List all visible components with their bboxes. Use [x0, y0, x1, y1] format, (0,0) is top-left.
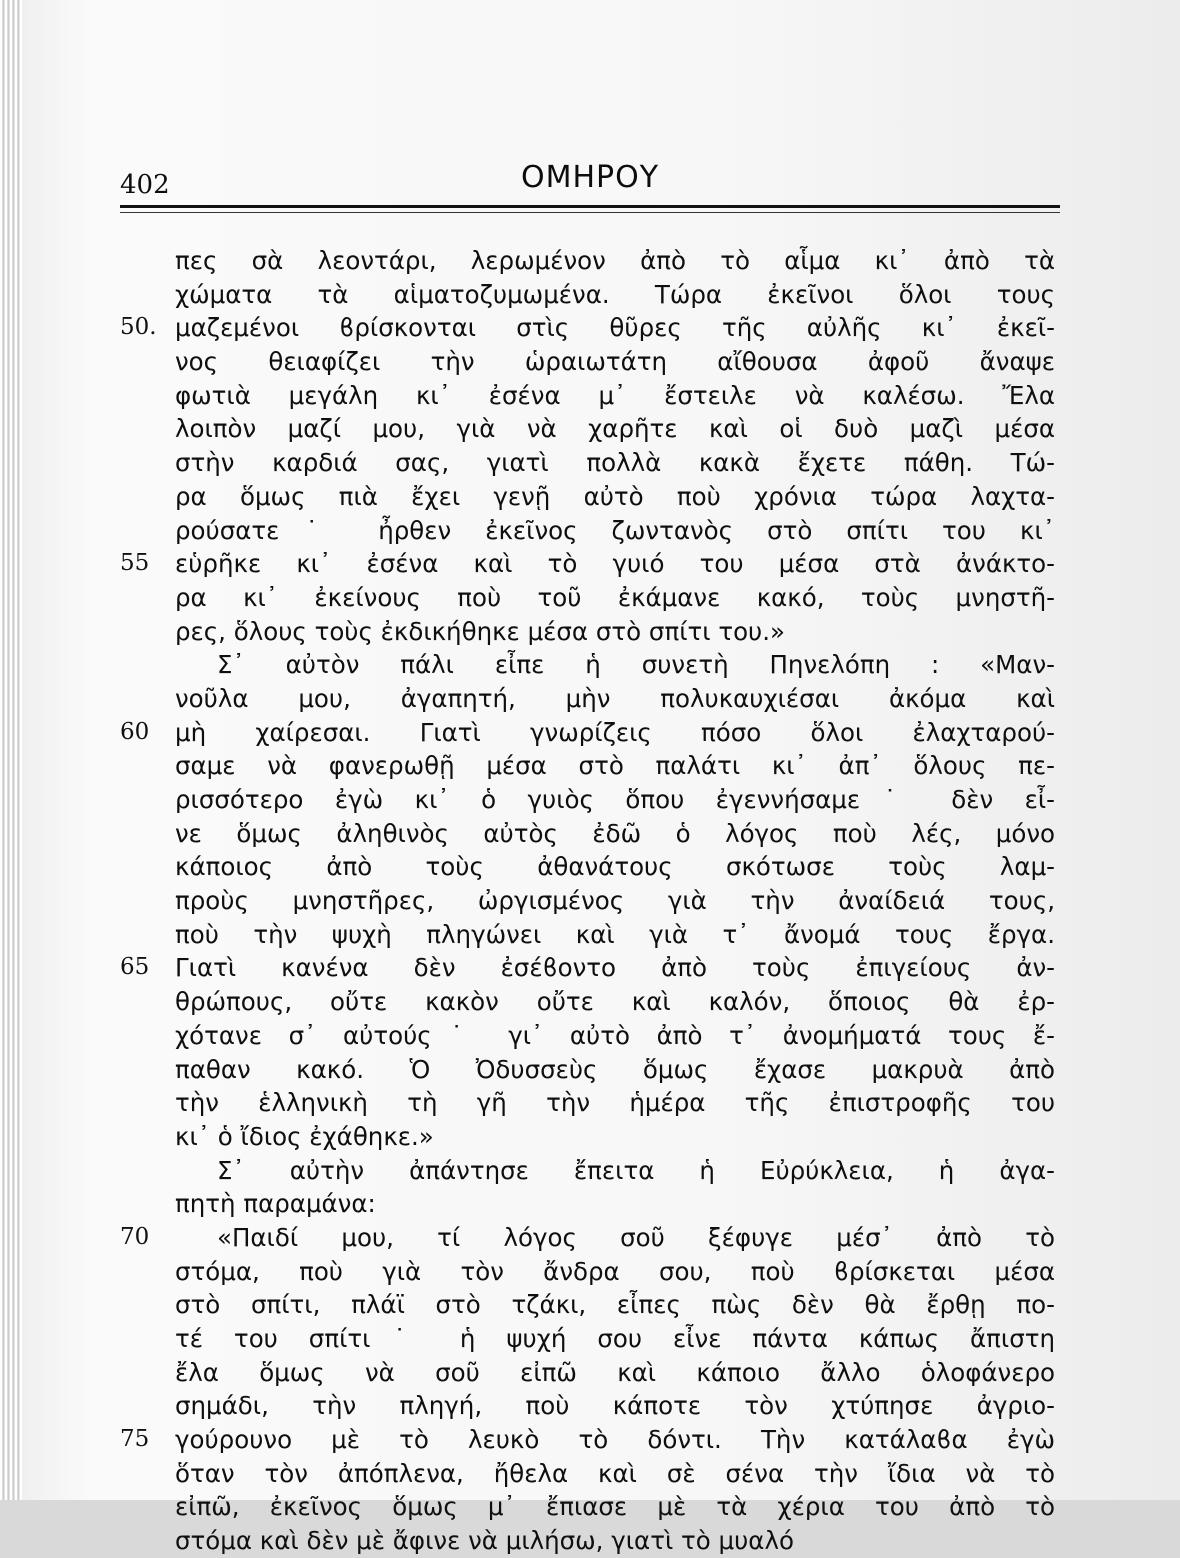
text-line	[120, 884, 1055, 918]
text-line	[120, 817, 1055, 851]
line-text: γούρουνο μὲ τὸ λευκὸ τὸ δόντι. Τὴν κατάλαϐα ἐγὼ	[175, 1425, 1055, 1455]
text-line	[120, 446, 1055, 480]
text-line	[120, 1120, 1055, 1154]
line-text: νος θειαφίζει τὴν ὡραιωτάτη αἴθουσα ἀφοῦ ἄναψε	[175, 347, 1055, 377]
line-text: πητὴ παραμάνα:	[175, 1189, 376, 1219]
text-body	[120, 244, 1055, 1558]
line-text: στόμα, ποὺ γιὰ τὸν ἄνδρα σου, ποὺ ϐρίσκεται μέσα	[175, 1256, 1055, 1286]
line-text: σαμε νὰ φανερωθῇ μέσα στὸ παλάτι κι᾿ ἀπ᾿ ὅλους πε-	[175, 751, 1055, 781]
text-line	[120, 244, 1055, 278]
line-text: κι᾿ ὁ ἴδιος ἐχάθηκε.»	[175, 1121, 434, 1151]
line-number: 70	[120, 1223, 150, 1250]
text-line	[120, 951, 1055, 985]
header-rule	[120, 205, 1060, 208]
line-text: ρα ὅμως πιὰ ἔχει γενῇ αὐτὸ ποὺ χρόνια τώρα λαχτα-	[175, 481, 1055, 511]
text-line	[120, 1524, 1055, 1558]
line-text: σημάδι, τὴν πληγή, ποὺ κάποτε τὸν χτύπησε ἀγριο-	[175, 1391, 1055, 1421]
line-text: τὴν ἑλληνικὴ τὴ γῆ τὴν ἡμέρα τῆς ἐπιστροφῆς του	[175, 1088, 1055, 1118]
text-line	[120, 311, 1055, 345]
text-line	[120, 514, 1055, 548]
text-line	[120, 850, 1055, 884]
line-text: ρούσατε˙ ἦρθεν ἐκεῖνος ζωντανὸς στὸ σπίτι του κι᾿	[175, 515, 1055, 545]
line-text: ρες, ὅλους τοὺς ἐκδικήθηκε μέσα στὸ σπίτι του.»	[175, 616, 786, 646]
line-text: Σ᾿ αὐτὴν ἀπάντησε ἔπειτα ἡ Εὐρύκλεια, ἡ ἀγα-	[217, 1155, 1055, 1185]
text-line	[120, 1490, 1055, 1524]
line-text: στόμα καὶ δὲν μὲ ἄφινε νὰ μιλήσω, γιατὶ τὸ μυαλό	[175, 1526, 794, 1556]
line-text: ἔλα ὅμως νὰ σοῦ εἰπῶ καὶ κάποιο ἄλλο ὁλοφάνερο	[175, 1357, 1055, 1387]
text-line	[120, 547, 1055, 581]
line-text: τέ του σπίτι˙ ἡ ψυχή σου εἶνε πάντα κάπως ἄπιστη	[175, 1324, 1055, 1353]
text-line	[120, 1019, 1055, 1053]
line-number: 55	[120, 550, 150, 577]
text-line	[120, 480, 1055, 514]
line-text: μὴ χαίρεσαι. Γιατὶ γνωρίζεις πόσο ὅλοι ἐλαχταρού-	[175, 717, 1055, 747]
text-line	[120, 1255, 1055, 1289]
line-text: «Παιδί μου, τί λόγος σοῦ ξέφυγε μέσ᾿ ἀπὸ τὸ	[217, 1222, 1055, 1252]
text-line	[120, 918, 1055, 952]
line-text: στὸ σπίτι, πλάϊ στὸ τζάκι, εἶπες πὼς δὲν θὰ ἔρθῃ πο-	[175, 1290, 1055, 1320]
text-line	[120, 1322, 1055, 1356]
text-line	[120, 648, 1055, 682]
line-text: νε ὅμως ἀληθινὸς αὐτὸς ἐδῶ ὁ λόγος ποὺ λές, μόνο	[175, 818, 1055, 848]
line-text: λοιπὸν μαζί μου, γιὰ νὰ χαρῆτε καὶ οἱ δυὸ μαζὶ μέσα	[175, 414, 1055, 444]
line-text: κάποιος ἀπὸ τοὺς ἀθανάτους σκότωσε τοὺς λαμ-	[175, 852, 1055, 882]
line-number: 75	[120, 1426, 150, 1453]
running-title: ΟΜΗΡΟΥ	[520, 160, 660, 195]
text-line	[120, 615, 1055, 649]
line-text: μαζεμένοι ϐρίσκονται στὶς θῦρες τῆς αὐλῆς κι᾿ ἐκεῖ-	[175, 313, 1055, 343]
text-line	[120, 278, 1055, 312]
text-line	[120, 1086, 1055, 1120]
text-line	[120, 1221, 1055, 1255]
text-line	[120, 412, 1055, 446]
header-rule-thin	[120, 212, 1060, 213]
line-text: στὴν καρδιά σας, γιατὶ πολλὰ κακὰ ἔχετε πάθη. Τώ-	[175, 448, 1055, 478]
text-line	[120, 1457, 1055, 1491]
line-text: χώματα τὰ αἱματοζυμωμένα. Τώρα ἐκεῖνοι ὅλοι τους	[175, 279, 1055, 309]
line-text: παθαν κακό. Ὁ Ὀδυσσεὺς ὅμως ἔχασε μακρυὰ ἀπὸ	[175, 1054, 1055, 1084]
line-number: 50.	[120, 314, 157, 341]
text-line	[120, 1356, 1055, 1390]
text-line	[120, 379, 1055, 413]
text-line	[120, 1389, 1055, 1423]
line-text: φωτιὰ μεγάλη κι᾿ ἐσένα μ᾿ ἔστειλε νὰ καλέσω. Ἔλα	[175, 380, 1055, 410]
text-line	[120, 1154, 1055, 1188]
line-text: ρα κι᾿ ἐκείνους ποὺ τοῦ ἐκάμανε κακό, τοὺς μνηστῆ-	[175, 582, 1055, 612]
line-text: προὺς μνηστῆρες, ὠργισμένος γιὰ τὴν ἀναίδειά τους,	[175, 886, 1055, 916]
text-line	[120, 1423, 1055, 1457]
text-line	[120, 682, 1055, 716]
line-text: εὑρῆκε κι᾿ ἐσένα καὶ τὸ γυιό του μέσα στὰ ἀνάκτο-	[175, 549, 1055, 579]
line-text: ὅταν τὸν ἀπόπλενα, ἤθελα καὶ σὲ σένα τὴν ἴδια νὰ τὸ	[175, 1458, 1055, 1488]
line-text: πες σὰ λεοντάρι, λερωμένον ἀπὸ τὸ αἷμα κι᾿ ἀπὸ τὰ	[175, 246, 1055, 275]
page-header	[120, 160, 1060, 200]
text-line	[120, 1187, 1055, 1221]
line-text: εἰπῶ, ἐκεῖνος ὅμως μ᾿ ἔπιασε μὲ τὰ χέρια του ἀπὸ τὸ	[175, 1492, 1055, 1522]
text-line	[120, 581, 1055, 615]
text-line	[120, 749, 1055, 783]
text-line	[120, 783, 1055, 817]
line-text: χότανε σ᾿ αὐτούς˙ γι᾿ αὐτὸ ἀπὸ τ᾿ ἀνομήματά τους ἔ-	[175, 1020, 1055, 1050]
text-line	[120, 1288, 1055, 1322]
line-text: Σ᾿ αὐτὸν πάλι εἶπε ἡ συνετὴ Πηνελόπη : «Μαν-	[217, 650, 1055, 680]
text-line	[120, 716, 1055, 750]
line-number: 65	[120, 954, 150, 981]
line-text: Γιατὶ κανένα δὲν ἐσέϐοντο ἀπὸ τοὺς ἐπιγείους ἀν-	[175, 953, 1055, 983]
line-number: 60	[120, 718, 150, 745]
line-text: θρώπους, οὔτε κακὸν οὔτε καὶ καλόν, ὅποιος θὰ ἐρ-	[175, 987, 1055, 1017]
text-line	[120, 345, 1055, 379]
page-number: 402	[120, 170, 170, 200]
line-text: νοῦλα μου, ἀγαπητή, μὴν πολυκαυχιέσαι ἀκόμα καὶ	[175, 683, 1055, 713]
line-text: ποὺ τὴν ψυχὴ πληγώνει καὶ γιὰ τ᾿ ἄνομά τους ἔργα.	[175, 919, 1055, 949]
text-line	[120, 985, 1055, 1019]
text-line	[120, 1053, 1055, 1087]
line-text: ρισσότερο ἐγὼ κι᾿ ὁ γυιὸς ὅπου ἐγεννήσαμε˙ δὲν εἶ-	[175, 785, 1055, 814]
